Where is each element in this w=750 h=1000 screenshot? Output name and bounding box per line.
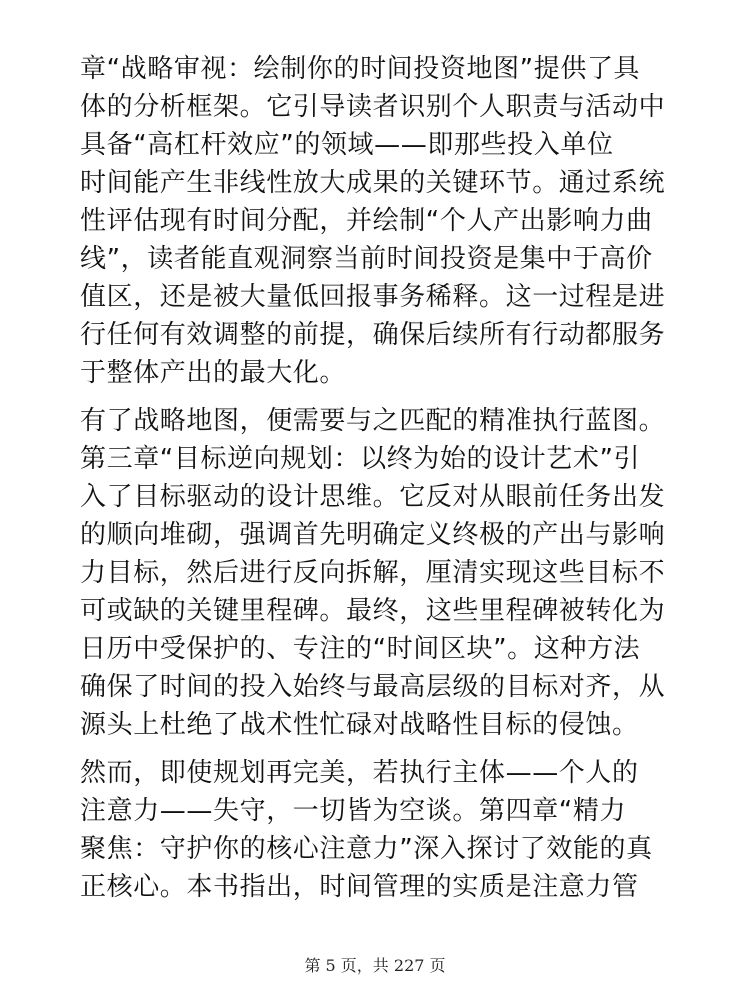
text-line: 值区，还是被大量低回报事务稀释。这一过程是进: [80, 282, 666, 312]
text-line: 源头上杜绝了战术性忙碌对战略性目标的侵蚀。: [80, 710, 639, 740]
text-line: 入了目标驱动的设计思维。它反对从眼前任务出发: [80, 482, 666, 512]
paragraph-1: [80, 50, 680, 392]
text-line: 线”，读者能直观洞察当前时间投资是集中于高价: [80, 244, 653, 274]
text-line: 章“战略审视：绘制你的时间投资地图”提供了具: [80, 54, 641, 84]
text-line: 性评估现有时间分配，并绘制“个人产出影响力曲: [80, 206, 653, 236]
text-line: 有了战略地图，便需要与之匹配的精准执行蓝图。: [80, 406, 666, 436]
text-line: 注意力——失守，一切皆为空谈。第四章“精力: [80, 796, 627, 826]
text-line: 确保了时间的投入始终与最高层级的目标对齐，从: [80, 672, 666, 702]
document-body: [80, 50, 680, 916]
text-line: 力目标，然后进行反向拆解，厘清实现这些目标不: [80, 558, 666, 588]
text-line: 聚焦：守护你的核心注意力”深入探讨了效能的真: [80, 834, 653, 864]
paragraph-3: [80, 754, 680, 906]
text-line: 具备“高杠杆效应”的领域——即那些投入单位: [80, 130, 614, 160]
text-line: 第三章“目标逆向规划：以终为始的设计艺术”引: [80, 444, 641, 474]
paragraph-2: [80, 402, 680, 744]
text-line: 的顺向堆砌，强调首先明确定义终极的产出与影响: [80, 520, 666, 550]
text-line: 正核心。本书指出，时间管理的实质是注意力管: [80, 872, 639, 902]
text-line: 于整体产出的最大化。: [80, 358, 347, 388]
page-number-footer: 第 5 页，共 227 页: [304, 956, 446, 975]
text-line: 日历中受保护的、专注的“时间区块”。这种方法: [80, 634, 641, 664]
text-line: 体的分析框架。它引导读者识别个人职责与活动中: [80, 92, 666, 122]
text-line: 行任何有效调整的前提，确保后续所有行动都服务: [80, 320, 666, 350]
text-line: 可或缺的关键里程碑。最终，这些里程碑被转化为: [80, 596, 666, 626]
text-line: 时间能产生非线性放大成果的关键环节。通过系统: [80, 168, 666, 198]
text-line: 然而，即使规划再完美，若执行主体——个人的: [80, 758, 639, 788]
